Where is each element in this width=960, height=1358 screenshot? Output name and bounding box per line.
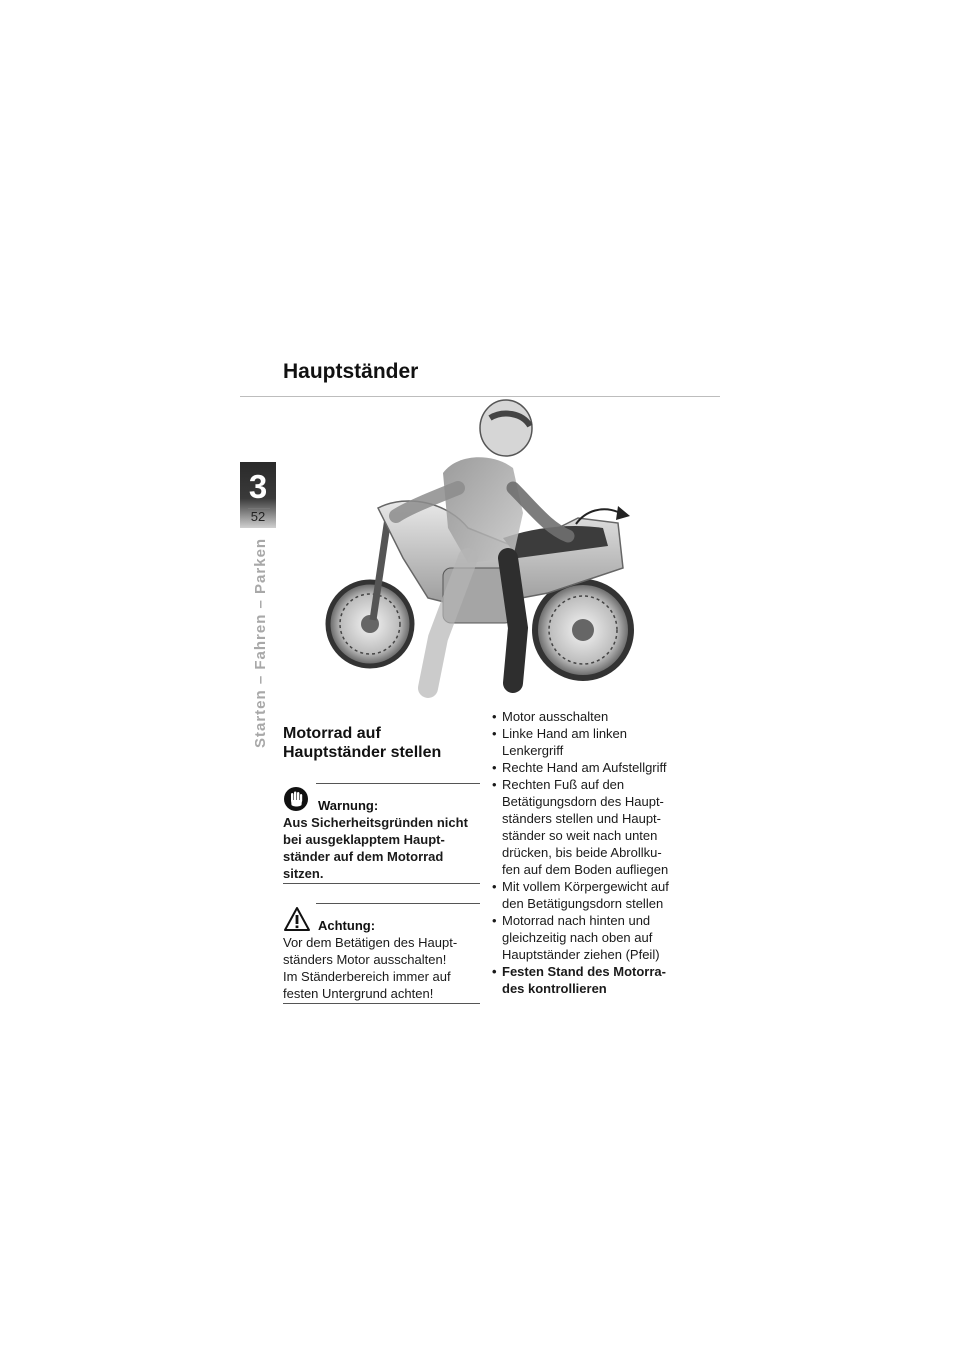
step-text-line: ständers stellen und Haupt- bbox=[502, 811, 661, 826]
step-text-line: Hauptständer ziehen (Pfeil) bbox=[502, 947, 660, 962]
warning-text-line: ständer auf dem Motorrad bbox=[283, 849, 444, 864]
caution-notice bbox=[283, 903, 480, 1004]
chapter-label: Starten – Fahren – Parken bbox=[252, 537, 269, 748]
chapter-number: 3 bbox=[248, 468, 268, 505]
step-text-line: • Rechte Hand am Aufstellgriff bbox=[502, 760, 667, 775]
page-number: 52 bbox=[250, 509, 266, 524]
section-heading bbox=[283, 724, 483, 762]
step-text-line: • Motor ausschalten bbox=[502, 709, 609, 724]
warning-notice bbox=[283, 783, 480, 884]
page-title: Hauptständer bbox=[283, 360, 419, 383]
step-text-line: drücken, bis beide Abrollku- bbox=[502, 845, 662, 860]
caution-label: Achtung: bbox=[318, 918, 376, 933]
step-text-line: • Linke Hand am linken bbox=[502, 726, 628, 741]
caution-text-line: festen Untergrund achten! bbox=[283, 986, 434, 1001]
step-item bbox=[492, 912, 707, 963]
step-text-line: den Betätigungsdorn stellen bbox=[502, 896, 664, 911]
exclamation-icon bbox=[283, 906, 311, 932]
step-text-line: • Festen Stand des Motorra- bbox=[502, 964, 666, 979]
caution-text-line: ständers Motor ausschalten! bbox=[283, 952, 447, 967]
step-text-line: ständer so weit nach unten bbox=[502, 828, 658, 843]
step-item bbox=[492, 776, 707, 878]
warning-text-line: Aus Sicherheitsgründen nicht bbox=[283, 815, 468, 830]
caution-text-line: Im Ständerbereich immer auf bbox=[283, 969, 451, 984]
steps-list bbox=[492, 708, 707, 997]
section-heading-line: Motorrad auf bbox=[283, 725, 381, 742]
step-text-line: fen auf dem Boden aufliegen bbox=[502, 862, 669, 877]
step-item bbox=[492, 708, 707, 725]
step-item bbox=[492, 725, 707, 759]
motorcycle-main-stand-illustration bbox=[318, 398, 664, 704]
warning-text-line: sitzen. bbox=[283, 866, 324, 881]
step-text-line: • Mit vollem Körpergewicht auf bbox=[502, 879, 669, 894]
step-text-line: • Motorrad nach hinten und bbox=[502, 913, 651, 928]
caution-text-line: Vor dem Betätigen des Haupt- bbox=[283, 935, 458, 950]
warning-label: Warnung: bbox=[318, 798, 379, 813]
step-text-line: gleichzeitig nach oben auf bbox=[502, 930, 653, 945]
hand-stop-icon bbox=[283, 786, 309, 812]
step-text-line: Betätigungsdorn des Haupt- bbox=[502, 794, 664, 809]
warning-text-line: bei ausgeklapptem Haupt- bbox=[283, 832, 445, 847]
step-text-line: • Rechten Fuß auf den bbox=[502, 777, 625, 792]
warning-bottom-rule bbox=[283, 883, 480, 884]
step-text-line: des kontrollieren bbox=[502, 981, 607, 996]
section-heading-line: Hauptständer stellen bbox=[283, 744, 442, 761]
caution-bottom-rule bbox=[283, 1003, 480, 1004]
step-text-line: Lenkergriff bbox=[502, 743, 564, 758]
title-divider bbox=[240, 396, 720, 397]
step-item bbox=[492, 878, 707, 912]
step-item-final bbox=[492, 963, 707, 997]
step-item bbox=[492, 759, 707, 776]
